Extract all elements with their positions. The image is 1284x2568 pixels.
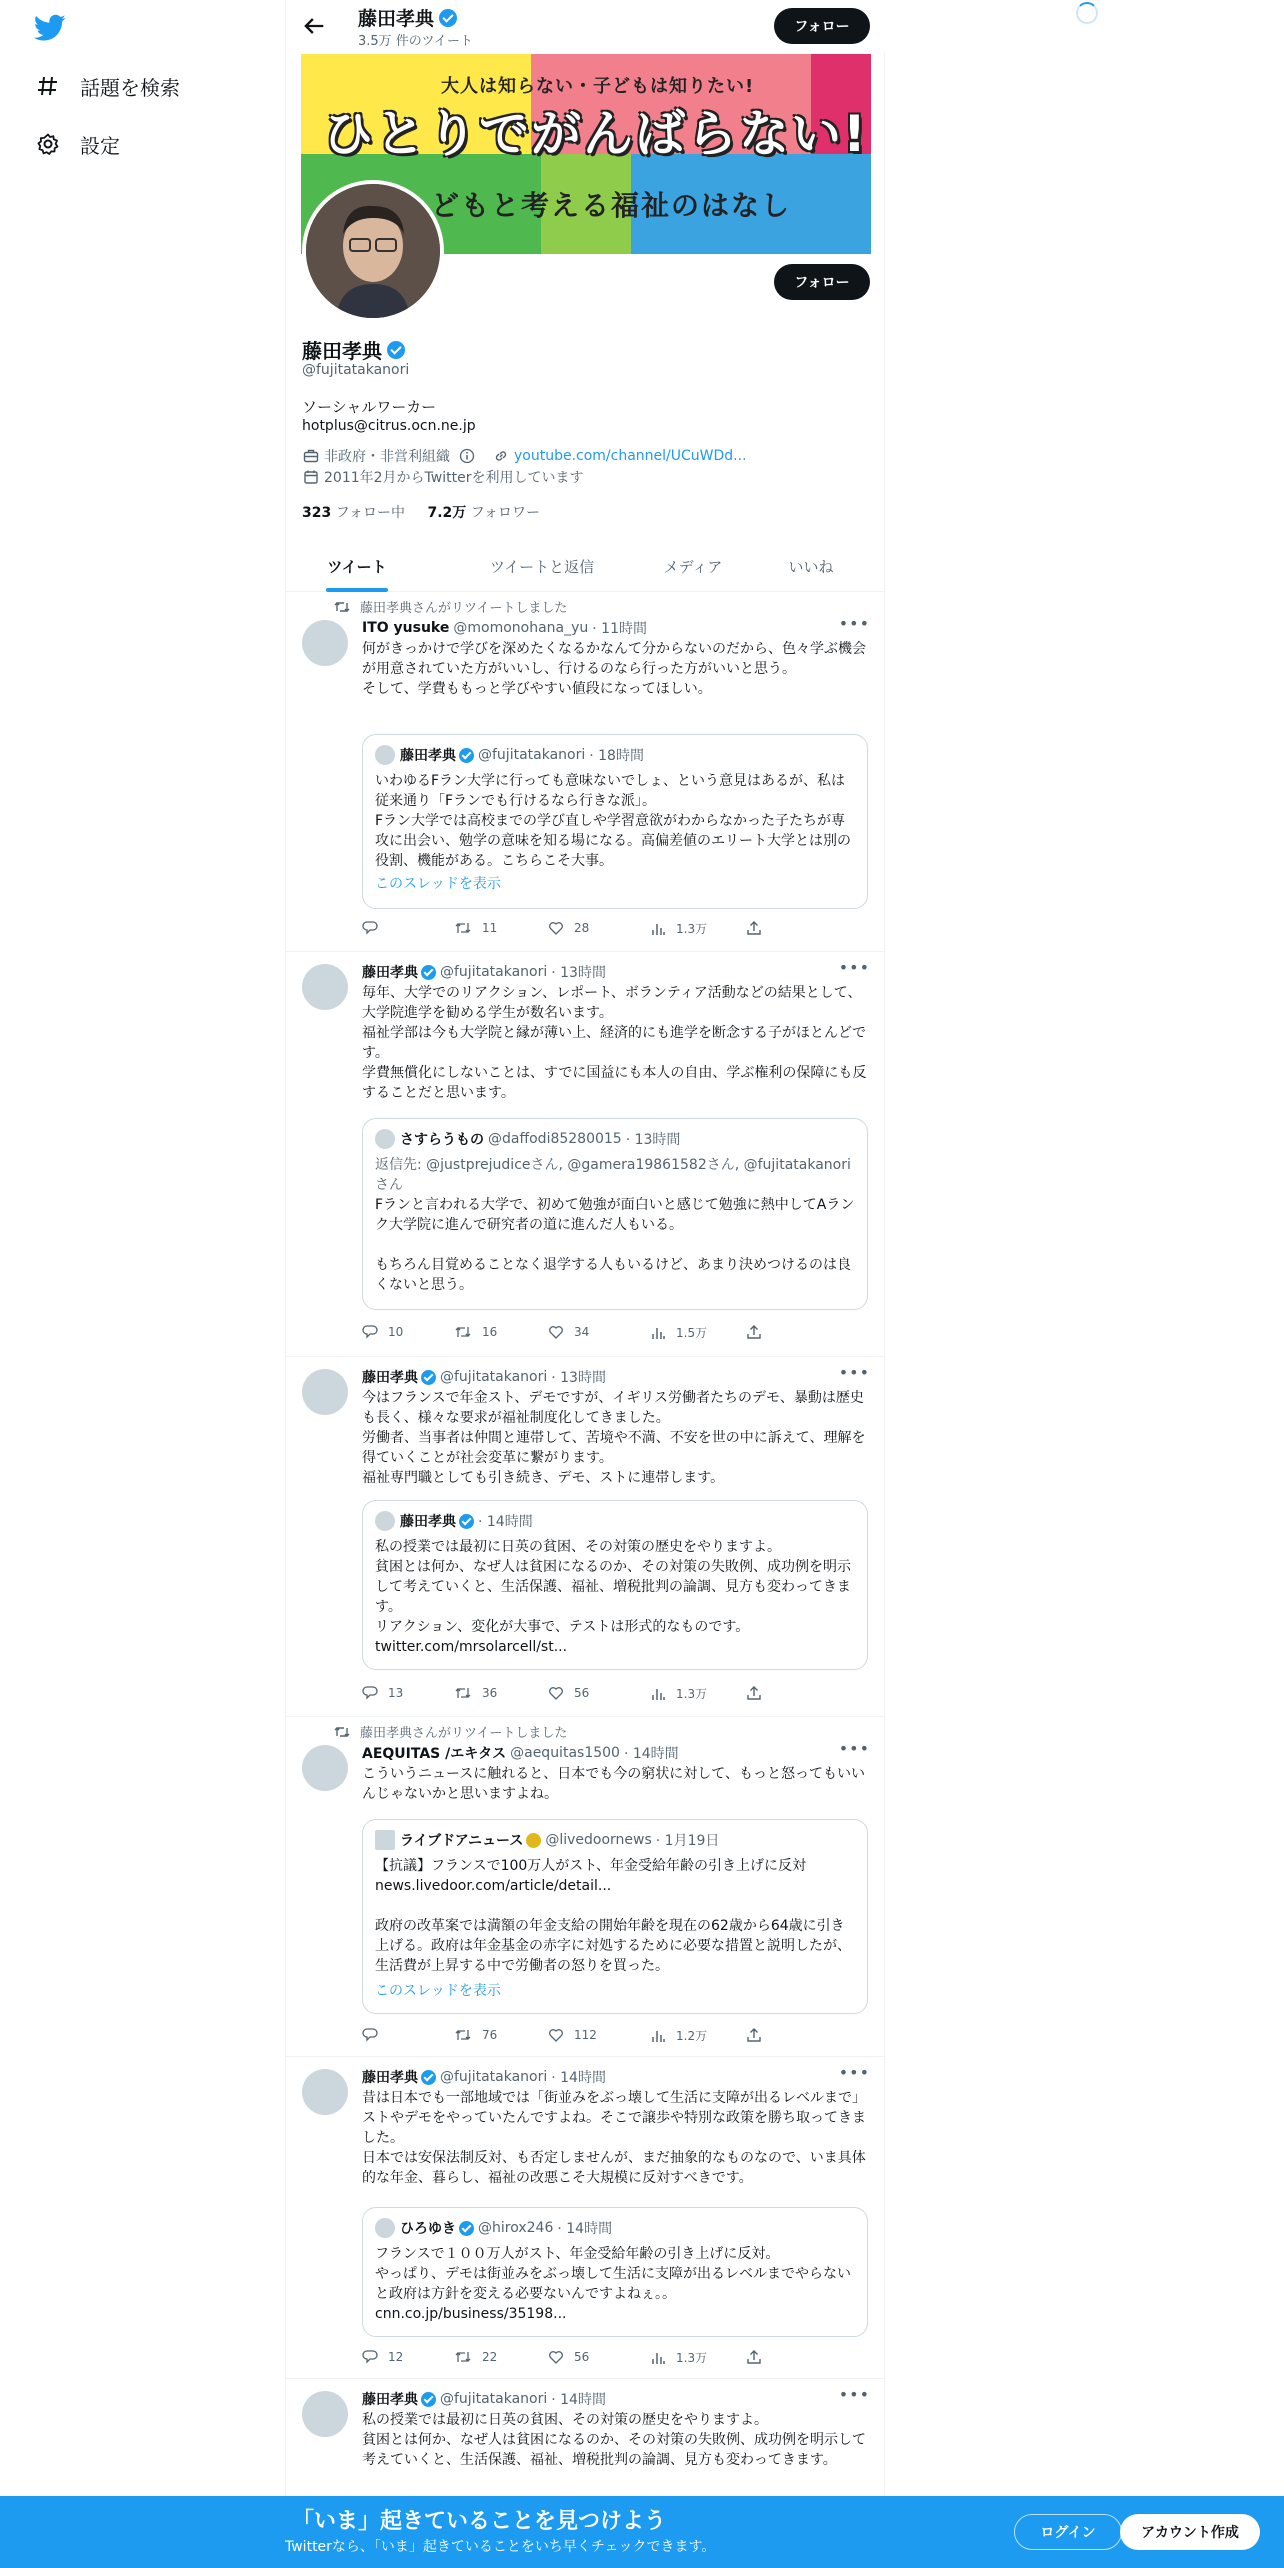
tweet-time[interactable]: · 14時間 [551, 2070, 606, 2086]
more-options-icon[interactable]: ••• [838, 2385, 870, 2404]
following-label: フォロー中 [335, 505, 405, 521]
signup-banner [0, 2496, 1284, 2568]
header-name-text: 藤田孝典 [358, 8, 435, 30]
banner-line2: ひとりでがんばらない! [323, 105, 868, 163]
tweet-author-handle: @fujitatakanori [440, 1369, 548, 1385]
profile-joined-row [302, 467, 583, 487]
profile-category: 非政府・非営利組織 [324, 449, 450, 465]
header-tweet-count: 3.5万 件のツイート [358, 34, 473, 49]
retweet-icon [334, 600, 350, 614]
tweet-author-handle: @fujitatakanori [440, 964, 548, 980]
retweet-count: 16 [482, 1325, 498, 1339]
briefcase-icon [302, 447, 320, 465]
reply-icon [362, 1685, 378, 1701]
left-navigation [0, 0, 285, 2568]
avatar[interactable] [302, 2391, 348, 2437]
tweet-text: 私の授業では最初に日英の貧困、その対策の歴史をやりますよ。 貧困とは何か、なぜ人は貧困になるのか、その対策の失敗例、成功例を明示して考えていくと、生活保護、福祉、増税批判の論調、見方も変わってきます。 [362, 2412, 866, 2468]
reply-button[interactable] [362, 920, 388, 936]
profile-follow-stats [302, 502, 540, 522]
retweet-icon [454, 1685, 472, 1701]
profile-bio-line2: hotplus@citrus.ocn.ne.jp [302, 418, 476, 434]
verified-badge-icon [421, 965, 436, 980]
retweet-button[interactable] [454, 1324, 497, 1340]
tweet-item[interactable] [286, 592, 886, 952]
verified-badge-icon [459, 2221, 474, 2236]
views-button[interactable] [650, 2027, 707, 2044]
quote-avatar [375, 1511, 395, 1531]
quoted-tweet[interactable] [362, 2207, 868, 2337]
retweet-button[interactable] [454, 2027, 497, 2043]
verified-badge-icon [459, 1514, 474, 1529]
reply-button[interactable] [362, 1324, 403, 1340]
views-button[interactable] [650, 1685, 707, 1702]
analytics-icon [650, 2028, 666, 2044]
tweet-author-handle: @momonohana_yu [453, 620, 589, 636]
reply-button[interactable] [362, 1685, 403, 1701]
retweet-icon [334, 1725, 350, 1739]
quote-author-handle: @fujitatakanori [478, 747, 586, 763]
like-button[interactable] [548, 1324, 589, 1340]
share-icon [746, 2027, 762, 2043]
quote-author-name: 藤田孝典 [400, 1514, 456, 1530]
profile-handle: @fujitatakanori [302, 362, 410, 378]
avatar[interactable] [302, 2069, 348, 2115]
tweet-text: 昔は日本でも一部地域では「街並みをぶっ壊して生活に支障が出るレベルまで」ストやデモをやっていたんですよね。そこで譲歩や特別な政策を勝ち取ってきました。 日本では安保法制反対、も否定しませんが、まだ抽象的なものなので、いま具体的な年金、暮らし、福祉の改悪こそ大規模に反対すべきです。 [362, 2090, 866, 2186]
avatar[interactable] [302, 1369, 348, 1415]
retweet-context-text: 藤田孝典さんがリツイートしました [360, 601, 568, 616]
retweet-count: 36 [482, 1686, 498, 1700]
tweet-author-name[interactable]: 藤田孝典 [362, 2070, 418, 2086]
tweet-item[interactable] [286, 2379, 886, 2496]
quoted-tweet[interactable] [362, 1819, 868, 2014]
verified-badge-icon [387, 341, 405, 359]
views-button[interactable] [650, 2349, 707, 2366]
retweet-button[interactable] [454, 1685, 497, 1701]
retweet-count: 76 [482, 2028, 498, 2042]
header-name [358, 4, 457, 31]
show-thread-link[interactable]: このスレッドを表示 [375, 876, 501, 892]
quote-author-handle: @daffodi85280015 [488, 1131, 622, 1147]
profile-follow-button[interactable]: フォロー [774, 264, 870, 300]
quote-author-handle: @livedoornews [545, 1832, 652, 1848]
avatar[interactable] [302, 1745, 348, 1791]
view-count: 1.3万 [676, 1687, 708, 1701]
like-count: 28 [574, 921, 590, 935]
quote-avatar [375, 1129, 395, 1149]
gear-icon [34, 130, 62, 158]
profile-tabs [286, 540, 886, 592]
more-options-icon[interactable]: ••• [838, 1739, 870, 1758]
quote-header [375, 2218, 612, 2238]
profile-name-text: 藤田孝典 [302, 339, 382, 363]
tab-tweets-and-replies[interactable]: ツイートと返信 [489, 557, 595, 576]
quote-time: · 13時間 [625, 1132, 681, 1148]
quote-header [375, 1511, 533, 1531]
tweet-time[interactable]: · 14時間 [551, 2392, 606, 2408]
retweet-context-text: 藤田孝典さんがリツイートしました [360, 1726, 568, 1741]
nav-settings[interactable] [34, 124, 120, 164]
more-options-icon[interactable]: ••• [838, 1363, 870, 1382]
tweet-header [362, 618, 647, 638]
reply-icon [362, 1324, 378, 1340]
nav-settings-label: 設定 [80, 133, 120, 158]
heart-icon [548, 2027, 564, 2043]
retweet-icon [454, 920, 472, 936]
reply-button[interactable] [362, 2027, 388, 2043]
share-icon [746, 1685, 762, 1701]
profile-bio-line1: ソーシャルワーカー [302, 398, 437, 416]
analytics-icon [650, 2350, 666, 2366]
profile-avatar[interactable] [302, 180, 444, 322]
reply-icon [362, 920, 378, 936]
quote-author-name: 藤田孝典 [400, 748, 456, 764]
quote-header [375, 1830, 719, 1850]
quote-author-handle: @hirox246 [478, 2220, 554, 2236]
tweet-author-name[interactable]: ITO yusuke [362, 620, 450, 636]
more-options-icon[interactable]: ••• [838, 614, 870, 633]
tweet-author-name[interactable]: 藤田孝典 [362, 1370, 418, 1386]
view-count: 1.5万 [676, 1326, 708, 1340]
views-button[interactable] [650, 1324, 707, 1341]
profile-meta-row [302, 446, 747, 466]
gold-verified-badge-icon [526, 1833, 541, 1848]
like-count: 56 [574, 1686, 590, 1700]
share-button[interactable] [746, 1685, 772, 1701]
quote-text: いわゆるFラン大学に行っても意味ないでしょ、という意見はあるが、私は従来通り「Fランでも行けるなら行きな派」。 Fラン大学では高校までの学び直しや学習意欲がわからなかった子たちが専攻に出会い、勉学の意味を知る場になる。高偏差値のエリート大学とは別の役割、機能がある。こちらこそ大事。 [375, 773, 851, 869]
quote-text: Fランと言われる大学で、初めて勉強が面白いと感じて勉強に熱中してAランク大学院に進んで研究者の道に進んだ人もいる。 もちろん目覚めることなく退学する人もいるけど、あまり決めつけるのは良くないと思う。 [375, 1197, 855, 1293]
quote-avatar [375, 1830, 395, 1850]
calendar-icon [302, 468, 320, 486]
retweet-context [334, 1722, 567, 1741]
tweet-time[interactable]: · 14時間 [623, 1746, 679, 1762]
tweet-time[interactable]: · 13時間 [551, 965, 606, 981]
tweet-actions [362, 1685, 802, 1705]
banner-line1: 大人は知らない・子どもは知りたい! [441, 76, 755, 97]
avatar[interactable] [302, 964, 348, 1010]
quote-author-name: ライブドアニュース [400, 1833, 524, 1849]
heart-icon [548, 920, 564, 936]
nav-explore[interactable] [34, 66, 180, 106]
tweet-text: 今はフランスで年金スト、デモですが、イギリス労働者たちのデモ、暴動は歴史も長く、様々な要求が福祉制度化してきました。 労働者、当事者は仲間と連帯して、苦境や不満、不安を世の中に訴えて、理解を得ていくことが社会変革に繋がります。 福祉専門職としても引き続き、デモ、ストに連帯します。 [362, 1390, 866, 1486]
quote-time: · 18時間 [589, 748, 644, 764]
tab-likes[interactable]: いいね [788, 557, 834, 576]
view-count: 1.2万 [676, 2029, 708, 2043]
quote-avatar [375, 745, 395, 765]
verified-badge-icon [459, 748, 474, 763]
quoted-tweet[interactable] [362, 1500, 868, 1670]
tab-tweets[interactable]: ツイート [326, 540, 388, 592]
quote-avatar [375, 2218, 395, 2238]
profile-website-link[interactable]: youtube.com/channel/UCuWDd... [514, 448, 747, 464]
loading-spinner-icon [1076, 2, 1098, 24]
quote-time: · 1月19日 [655, 1833, 720, 1849]
like-button[interactable] [548, 2027, 597, 2043]
tab-media[interactable]: メディア [663, 557, 723, 576]
followers-count: 7.2万 [427, 505, 467, 521]
signup-banner-subtitle: Twitterなら、「いま」起きていることをいち早くチェックできます。 [285, 2539, 716, 2555]
verified-badge-icon [421, 2070, 436, 2085]
retweet-icon [454, 2349, 472, 2365]
share-icon [746, 2349, 762, 2365]
verified-badge-icon [421, 2392, 436, 2407]
tweet-author-name[interactable]: 藤田孝典 [362, 2392, 418, 2408]
tweet-author-name[interactable]: AEQUITAS /エキタス [362, 1746, 507, 1762]
like-count: 56 [574, 2350, 590, 2364]
followers-link[interactable] [427, 505, 540, 521]
share-icon [746, 1324, 762, 1340]
quote-text: 【抗議】フランスで100万人がスト、年金受給年齢の引き上げに反対 news.livedoor.com/article/detail... 政府の改革案では満額の年金支給の開始年齢を現在の62歳から64歳に引き上げる。政府は年金基金の赤字に対処するために必要な措置と説明したが、生活費が上昇する中で労働者の怒りを買った。 [375, 1858, 851, 1974]
like-count: 34 [574, 1325, 590, 1339]
profile-header-bar [286, 0, 886, 52]
link-icon [492, 447, 510, 465]
profile-column [285, 0, 885, 2568]
tweet-header [362, 2067, 606, 2087]
more-options-icon[interactable]: ••• [838, 958, 870, 977]
quote-time: · 14時間 [478, 1514, 533, 1530]
share-button[interactable] [746, 920, 772, 936]
quote-header [375, 1129, 680, 1149]
tweet-time[interactable]: · 11時間 [592, 621, 647, 637]
like-button[interactable] [548, 2349, 589, 2365]
retweet-context [334, 597, 567, 616]
tweet-item[interactable] [286, 1357, 886, 1717]
header-follow-button[interactable]: フォロー [774, 8, 870, 44]
tweet-time[interactable]: · 13時間 [551, 1370, 606, 1386]
heart-icon [548, 2349, 564, 2365]
tweet-text: 何がきっかけで学びを深めたくなるかなんて分からないのだから、色々学ぶ機会が用意されていた方がいいし、行けるのなら行った方がいいと思う。 そして、学費ももっと学びやすい値段になってほしい。 [362, 641, 866, 697]
tweet-actions [362, 2027, 802, 2047]
quote-author-name: ひろゆき [400, 2221, 456, 2237]
reply-icon [362, 2349, 378, 2365]
signup-button[interactable]: アカウント作成 [1120, 2514, 1260, 2550]
back-arrow-icon[interactable] [300, 12, 328, 40]
twitter-logo-icon[interactable] [34, 14, 66, 42]
show-thread-link[interactable]: このスレッドを表示 [375, 1983, 501, 1999]
tweet-actions [362, 920, 802, 940]
tweet-header [362, 1743, 679, 1763]
analytics-icon [650, 1325, 666, 1341]
retweet-icon [454, 2027, 472, 2043]
quote-author-name: さすらうもの [400, 1132, 484, 1148]
quoted-tweet[interactable] [362, 734, 868, 909]
heart-icon [548, 1685, 564, 1701]
tweet-author-handle: @aequitas1500 [510, 1745, 620, 1761]
share-button[interactable] [746, 2349, 772, 2365]
heart-icon [548, 1324, 564, 1340]
like-button[interactable] [548, 920, 589, 936]
profile-joined: 2011年2月からTwitterを利用しています [324, 470, 584, 486]
profile-name [302, 335, 405, 364]
following-link[interactable] [302, 505, 405, 521]
more-options-icon[interactable]: ••• [838, 2063, 870, 2082]
login-button[interactable]: ログイン [1014, 2514, 1122, 2550]
reply-button[interactable] [362, 2349, 403, 2365]
tweet-actions [362, 2349, 802, 2369]
tweet-item[interactable] [286, 2057, 886, 2379]
retweet-count: 11 [482, 921, 498, 935]
tweet-item[interactable] [286, 1717, 886, 2057]
hashtag-icon [34, 72, 62, 100]
quote-text: 私の授業では最初に日英の貧困、その対策の歴史をやりますよ。 貧困とは何か、なぜ人は貧困になるのか、その対策の失敗例、成功例を明示して考えていくと、生活保護、福祉、増税批判の論調、見方も変わってきます。 リアクション、変化が大事で、テストは形式的なものです。 twitter.com/mrsolarcell/st... [375, 1539, 851, 1655]
followers-label: フォロワー [470, 505, 541, 521]
retweet-button[interactable] [454, 2349, 497, 2365]
verified-badge-icon [421, 1370, 436, 1385]
reply-icon [362, 2027, 378, 2043]
retweet-button[interactable] [454, 920, 497, 936]
avatar[interactable] [302, 620, 348, 666]
tweet-actions [362, 1324, 802, 1344]
like-button[interactable] [548, 1685, 589, 1701]
views-button[interactable] [650, 920, 707, 937]
reply-count: 13 [388, 1686, 404, 1700]
verified-badge-icon [439, 9, 457, 27]
retweet-icon [454, 1324, 472, 1340]
share-button[interactable] [746, 2027, 772, 2043]
tweet-author-handle: @fujitatakanori [440, 2069, 548, 2085]
banner-line3: どもと考える福祉のはなし [431, 189, 792, 222]
signup-banner-title: 「いま」起きていることを見つけよう [292, 2509, 667, 2534]
tweet-item[interactable] [286, 952, 886, 1357]
reply-count: 12 [388, 2350, 404, 2364]
tweet-author-name[interactable]: 藤田孝典 [362, 965, 418, 981]
quoted-tweet[interactable] [362, 1118, 868, 1310]
share-icon [746, 920, 762, 936]
quote-time: · 14時間 [557, 2221, 613, 2237]
nav-explore-label: 話題を検索 [80, 75, 180, 100]
share-button[interactable] [746, 1324, 772, 1340]
like-count: 112 [574, 2028, 597, 2042]
tweet-text: こういうニュースに触れると、日本でも今の窮状に対して、もっと怒ってもいいんじゃないかと思いますよね。 [362, 1766, 866, 1802]
quote-reply-to-text: 返信先: @justprejudiceさん, @gamera19861582さん, @fujitatakanoriさん [375, 1157, 851, 1193]
tweet-header [362, 2389, 606, 2409]
tweet-text: 毎年、大学でのリアクション、レポート、ボランティア活動などの結果として、大学院進学を勧める学生が数名います。 福祉学部は今も大学院と縁が薄い上、経済的にも進学を断念する子がほとんどです。 学費無償化にしないことは、すでに国益にも本人の自由、学ぶ権利の保障にも反することだと思います。 [362, 985, 867, 1101]
quote-header [375, 745, 644, 765]
following-count: 323 [302, 505, 332, 521]
analytics-icon [650, 921, 666, 937]
tweet-author-handle: @fujitatakanori [440, 2391, 548, 2407]
info-icon[interactable] [458, 447, 476, 465]
view-count: 1.3万 [676, 2351, 708, 2365]
tweet-header [362, 1367, 606, 1387]
view-count: 1.3万 [676, 922, 708, 936]
quote-text: フランスで１００万人がスト、年金受給年齢の引き上げに反対。 やっぱり、デモは街並みをぶっ壊して生活に支障が出るレベルまでやらないと政府は方針を変える必要ないんですよねぇ。。 cnn.co.jp/business/35198... [375, 2246, 851, 2322]
retweet-count: 22 [482, 2350, 498, 2364]
reply-count: 10 [388, 1325, 404, 1339]
tweet-header [362, 962, 606, 982]
analytics-icon [650, 1686, 666, 1702]
quote-reply-to [375, 1155, 857, 1195]
